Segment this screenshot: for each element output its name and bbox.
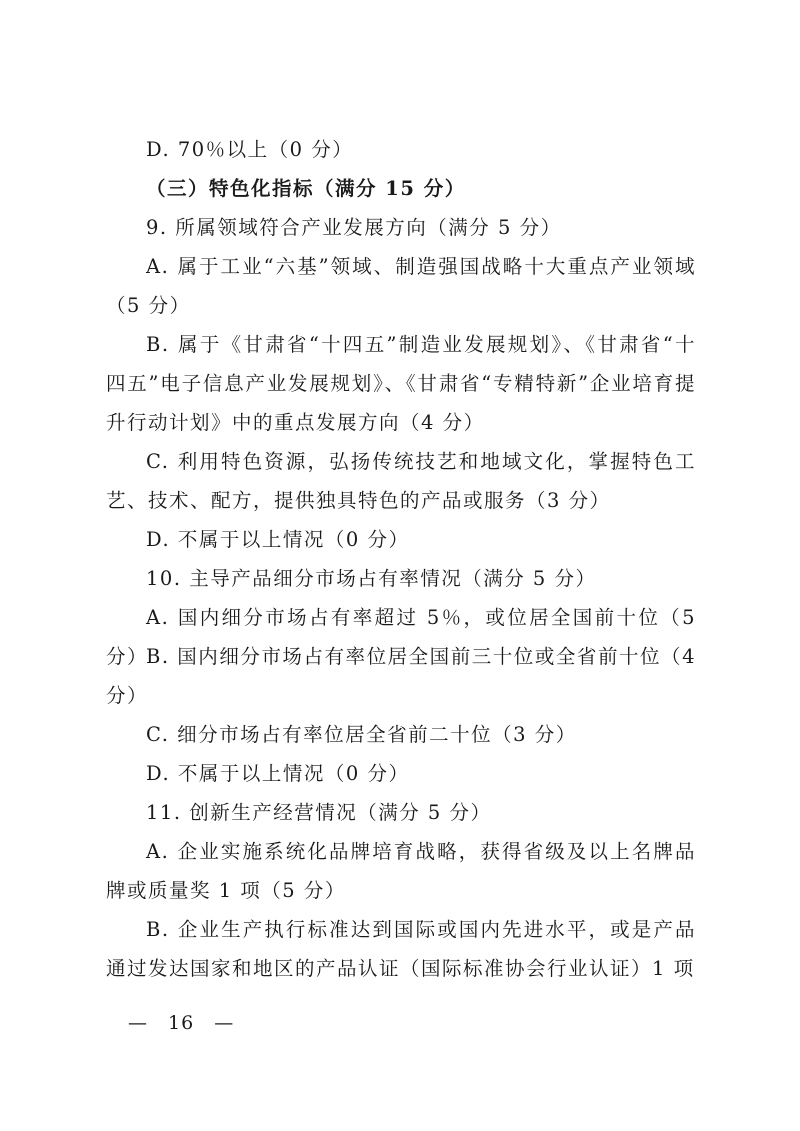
page-number: 16 [168, 1012, 195, 1034]
item-11-option-a: A. 企业实施系统化品牌培育战略，获得省级及以上名牌品牌或质量奖 1 项（5 分） [106, 840, 696, 903]
item-9-option-b: B. 属于《甘肃省“十四五”制造业发展规划》、《甘肃省“十四五”电子信息产业发展规划》、《甘肃省“专精特新”企业培育提升行动计划》中的重点发展方向（4 分） [106, 333, 696, 435]
item-9-heading: 9. 所属领域符合产业发展方向（满分 5 分） [146, 216, 562, 239]
footer-dash-left: — [128, 1012, 148, 1034]
paragraph-d-70-percent: D. 70％以上（0 分） [146, 138, 354, 161]
item-10-heading: 10. 主导产品细分市场占有率情况（满分 5 分） [146, 567, 597, 590]
item-11-heading: 11. 创新生产经营情况（满分 5 分） [146, 801, 492, 824]
item-10-option-a: A. 国内细分市场占有率超过 5％，或位居全国前十位（5 分） [106, 606, 696, 669]
footer-dash-right: — [214, 1012, 235, 1034]
item-10-option-b: B. 国内细分市场占有率位居全国前三十位或全省前十位（4 分） [106, 645, 696, 708]
item-9-option-d: D. 不属于以上情况（0 分） [146, 528, 410, 551]
item-11-option-b: B. 企业生产执行标准达到国际或国内先进水平，或是产品通过发达国家和地区的产品认证（国际标准协会行业认证）1 项 [106, 918, 696, 981]
section-heading-characteristic-indicators: （三）特色化指标（满分 15 分） [146, 177, 466, 200]
item-9-option-a: A. 属于工业“六基”领域、制造强国战略十大重点产业领域（5 分） [106, 255, 696, 318]
item-10-option-c: C. 细分市场占有率位居全省前二十位（3 分） [146, 723, 577, 746]
item-10-option-d: D. 不属于以上情况（0 分） [146, 762, 410, 785]
item-9-option-c: C. 利用特色资源，弘扬传统技艺和地域文化，掌握特色工艺、技术、配方，提供独具特色的产品或服务（3 分） [106, 450, 696, 513]
page-footer [118, 1012, 244, 1034]
